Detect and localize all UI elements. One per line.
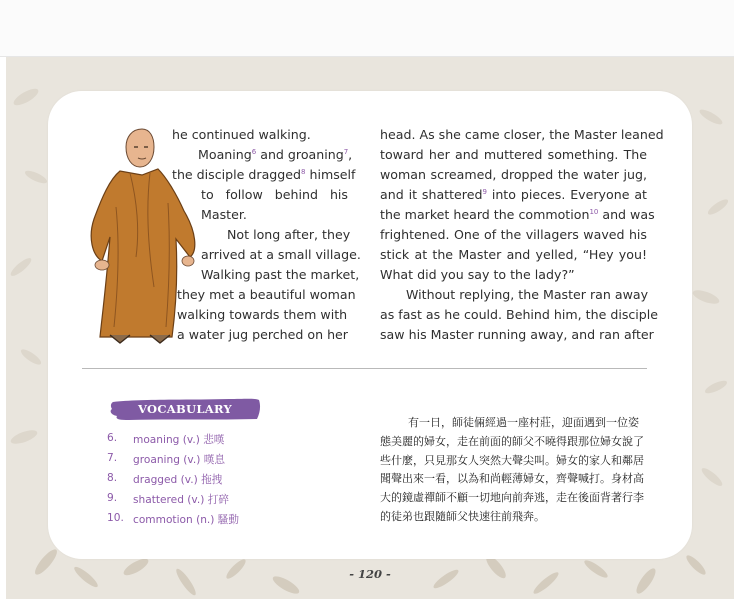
zh-line-6: 的徒弟也跟隨師父快速往前飛奔。 xyxy=(380,509,545,523)
left-line-11: a water jug perched on her xyxy=(177,327,348,342)
left-line-2: Moaning$^6$ and groaning$^7$, xyxy=(198,147,353,162)
right-line-9: Without replying, the Master ran away xyxy=(406,287,649,302)
vocab-number: 6. xyxy=(107,432,118,444)
footnote-6: 6 xyxy=(251,147,257,156)
right-line-2: toward her and muttered something. The xyxy=(380,147,647,162)
left-line-6: Not long after, they xyxy=(227,227,351,242)
zh-line-3: 些什麼，只見那女人突然大聲尖叫。婦女的家人和鄰居 xyxy=(380,453,644,467)
left-line-5: Master. xyxy=(201,207,247,222)
vocab-term: shattered (v.) 打碎 xyxy=(133,494,229,506)
left-line-1: he continued walking. xyxy=(172,127,311,142)
footnote-10: 10 xyxy=(589,207,599,216)
left-line-7: arrived at a small village. xyxy=(201,247,361,262)
vocab-term: commotion (n.) 騷動 xyxy=(133,514,239,526)
right-line-1: head. As she came closer, the Master leaned xyxy=(380,127,664,142)
right-line-6: frightened. One of the villagers waved his xyxy=(380,227,647,242)
right-line-5: the market heard the commotion$^{10}$ and was xyxy=(380,207,655,222)
vocab-number: 9. xyxy=(107,492,118,504)
book-page xyxy=(6,57,734,599)
right-line-11: saw his Master running away, and ran after xyxy=(380,327,654,342)
vocab-number: 7. xyxy=(107,452,118,464)
zh-line-2: 態美麗的婦女，走在前面的師父不曉得跟那位婦女說了 xyxy=(380,434,644,448)
zh-line-5: 大的鏡虛禪師不顧一切地向前奔逃，走在後面背著行李 xyxy=(380,491,644,505)
vocab-term: dragged (v.) 拖拽 xyxy=(133,474,223,486)
right-line-8: What did you say to the lady?” xyxy=(380,267,575,282)
zh-line-4: 聞聲出來一看，以為和尚輕薄婦女，齊聲喊打。身材高 xyxy=(380,472,644,486)
right-line-3: woman screamed, dropped the water jug, xyxy=(380,167,647,182)
section-divider xyxy=(82,368,647,369)
right-line-7: stick at the Master and yelled, “Hey you! xyxy=(380,247,647,262)
zh-line-1: 有一日，師徒倆經過一座村莊，迎面遇到一位姿 xyxy=(408,416,639,429)
left-line-4: to follow behind his xyxy=(201,187,348,202)
viewer-top-band xyxy=(0,0,734,57)
footnote-8: 8 xyxy=(301,167,306,176)
right-line-10: as fast as he could. Behind him, the disciple xyxy=(380,307,659,322)
vocab-number: 8. xyxy=(107,472,118,484)
right-line-4: and it shattered$^9$ into pieces. Everyone at xyxy=(380,187,647,202)
page-number: - 120 - xyxy=(349,567,391,581)
left-line-8: Walking past the market, xyxy=(201,267,360,282)
left-line-3: the disciple dragged$^8$ himself xyxy=(172,167,356,182)
vocab-term: groaning (v.) 嘆息 xyxy=(133,454,225,466)
footnote-9: 9 xyxy=(482,187,487,196)
left-line-9: they met a beautiful woman xyxy=(177,287,356,302)
chinese-translation xyxy=(380,414,648,527)
vocab-number: 10. xyxy=(107,512,124,524)
footnote-7: 7 xyxy=(343,147,349,156)
left-line-10: walking towards them with xyxy=(177,307,348,322)
vocab-term: moaning (v.) 悲嘆 xyxy=(133,434,225,446)
vocabulary-title: VOCABULARY xyxy=(138,402,232,416)
